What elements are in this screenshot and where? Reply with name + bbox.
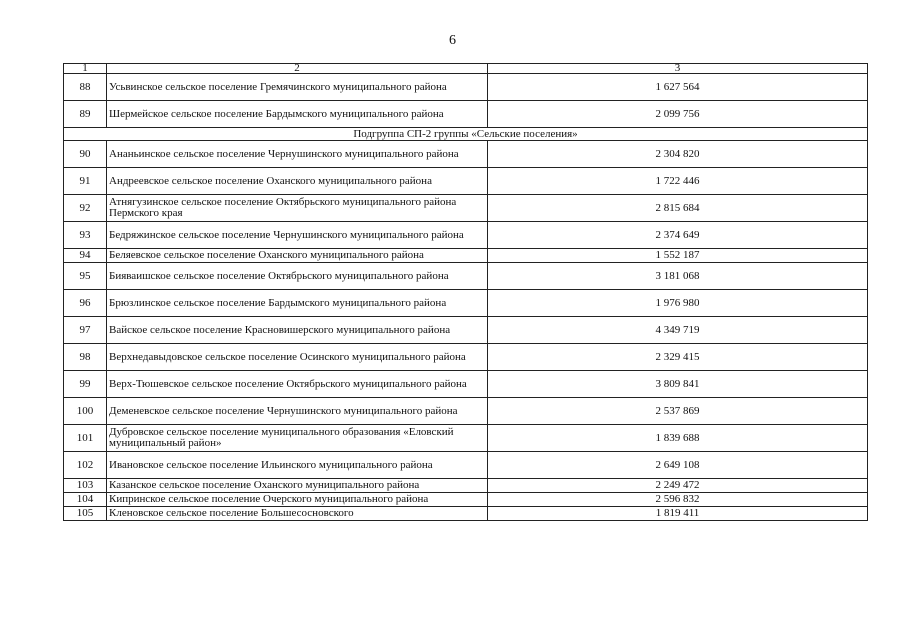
row-name: Бияваишское сельское поселение Октябрьского муниципального района (107, 263, 488, 290)
row-name: Деменевское сельское поселение Чернушинского муниципального района (107, 398, 488, 425)
table-row (64, 249, 868, 263)
table-row (64, 222, 868, 249)
table-row (64, 507, 868, 521)
row-name: Андреевское сельское поселение Оханского муниципального района (107, 168, 488, 195)
table-row (64, 168, 868, 195)
row-number: 88 (64, 74, 107, 101)
table-row (64, 141, 868, 168)
row-number: 89 (64, 101, 107, 128)
row-name: Кленовское сельское поселение Большесосновского (107, 507, 488, 521)
row-value: 2 099 756 (488, 101, 868, 128)
row-number: 92 (64, 195, 107, 222)
row-number: 93 (64, 222, 107, 249)
row-value: 4 349 719 (488, 317, 868, 344)
table-row (64, 290, 868, 317)
row-value: 1 722 446 (488, 168, 868, 195)
row-number: 96 (64, 290, 107, 317)
row-name: Вайское сельское поселение Красновишерского муниципального района (107, 317, 488, 344)
row-number: 99 (64, 371, 107, 398)
row-value: 2 649 108 (488, 452, 868, 479)
row-value: 1 839 688 (488, 425, 868, 452)
row-number: 90 (64, 141, 107, 168)
table-row (64, 263, 868, 290)
table-row (64, 493, 868, 507)
subgroup-row (64, 128, 868, 141)
row-name: Кипринское сельское поселение Очерского муниципального района (107, 493, 488, 507)
row-value: 3 809 841 (488, 371, 868, 398)
table-row (64, 101, 868, 128)
row-number: 94 (64, 249, 107, 263)
row-name: Ивановское сельское поселение Ильинского муниципального района (107, 452, 488, 479)
row-value: 2 596 832 (488, 493, 868, 507)
row-name: Атнягузинское сельское поселение Октябрьского муниципального района Пермского края (107, 195, 488, 222)
row-value: 2 815 684 (488, 195, 868, 222)
row-name: Шермейское сельское поселение Бардымского муниципального района (107, 101, 488, 128)
table-row (64, 74, 868, 101)
table-header-row (64, 64, 868, 74)
row-number: 103 (64, 479, 107, 493)
page-number: 6 (449, 33, 456, 48)
header-cell-2: 2 (107, 64, 488, 74)
row-value: 2 374 649 (488, 222, 868, 249)
table-row (64, 371, 868, 398)
row-name: Усьвинское сельское поселение Гремячинского муниципального района (107, 74, 488, 101)
row-value: 2 304 820 (488, 141, 868, 168)
row-number: 98 (64, 344, 107, 371)
row-number: 95 (64, 263, 107, 290)
table-row (64, 425, 868, 452)
subgroup-title: Подгруппа СП-2 группы «Сельские поселения» (64, 128, 868, 141)
row-number: 91 (64, 168, 107, 195)
row-number: 105 (64, 507, 107, 521)
municipal-table (63, 63, 868, 521)
row-name: Дубровское сельское поселение муниципального образования «Еловский муниципальный район» (107, 425, 488, 452)
row-value: 2 537 869 (488, 398, 868, 425)
row-number: 97 (64, 317, 107, 344)
row-number: 102 (64, 452, 107, 479)
table-row (64, 452, 868, 479)
table-row (64, 479, 868, 493)
row-name: Верх-Тюшевское сельское поселение Октябрьского муниципального района (107, 371, 488, 398)
row-value: 1 819 411 (488, 507, 868, 521)
header-cell-1: 1 (64, 64, 107, 74)
row-name: Брюзлинское сельское поселение Бардымского муниципального района (107, 290, 488, 317)
row-value: 3 181 068 (488, 263, 868, 290)
row-value: 2 249 472 (488, 479, 868, 493)
table-row (64, 398, 868, 425)
row-name: Ананьинское сельское поселение Чернушинского муниципального района (107, 141, 488, 168)
row-number: 101 (64, 425, 107, 452)
row-name: Бедряжинское сельское поселение Чернушинского муниципального района (107, 222, 488, 249)
row-value: 2 329 415 (488, 344, 868, 371)
row-name: Беляевское сельское поселение Оханского муниципального района (107, 249, 488, 263)
row-name: Казанское сельское поселение Оханского муниципального района (107, 479, 488, 493)
table-row (64, 317, 868, 344)
row-number: 100 (64, 398, 107, 425)
header-cell-3: 3 (488, 64, 868, 74)
row-value: 1 976 980 (488, 290, 868, 317)
row-value: 1 552 187 (488, 249, 868, 263)
row-number: 104 (64, 493, 107, 507)
table-row (64, 195, 868, 222)
row-value: 1 627 564 (488, 74, 868, 101)
row-name: Верхнедавыдовское сельское поселение Осинского муниципального района (107, 344, 488, 371)
table-row (64, 344, 868, 371)
